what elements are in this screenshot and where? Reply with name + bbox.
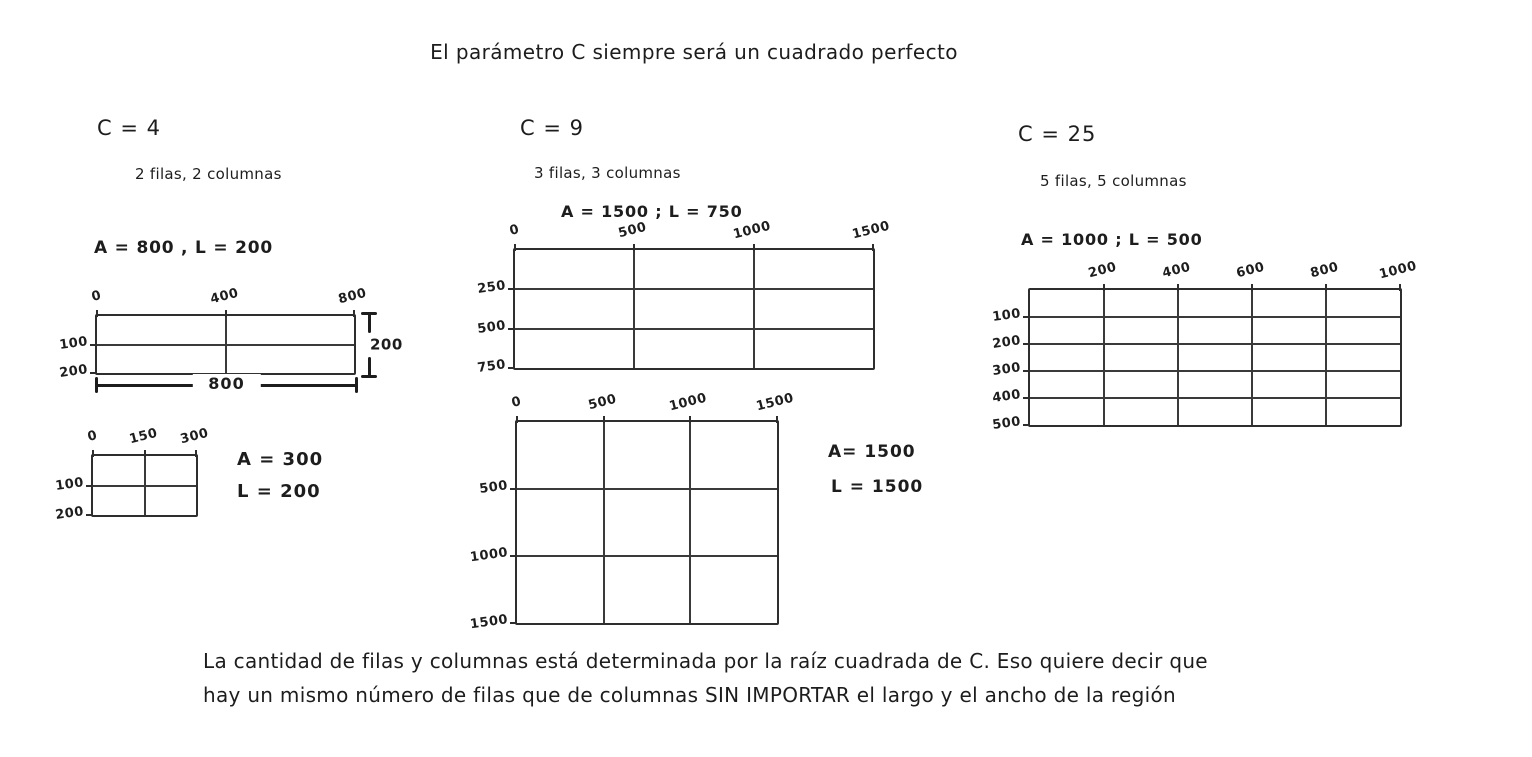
x-tick-label: 1500 — [850, 218, 892, 243]
y-tick-mark — [510, 555, 517, 557]
x-tick-label: 0 — [510, 394, 523, 411]
x-tick-mark — [1399, 284, 1401, 291]
c4-grid-800x200 — [58, 285, 369, 382]
y-tick-label: 250 — [476, 278, 507, 298]
grid-vline — [1325, 290, 1327, 425]
y-tick-mark — [1023, 343, 1030, 345]
grid-hline — [517, 555, 777, 557]
grid-vline — [1103, 290, 1105, 425]
grid-hline — [517, 488, 777, 490]
x-tick-label: 150 — [127, 425, 159, 448]
y-tick-label: 200 — [991, 333, 1022, 353]
x-tick-mark — [872, 244, 874, 251]
c4-height-bracket-label: 200 — [370, 335, 403, 354]
y-tick-mark — [510, 488, 517, 490]
y-tick-label: 1500 — [469, 612, 510, 633]
x-tick-mark — [1177, 284, 1179, 291]
x-tick-mark — [96, 310, 98, 317]
x-tick-mark — [1325, 284, 1327, 291]
bracket-cap-bottom — [361, 375, 377, 378]
bracket-line — [368, 312, 371, 333]
x-tick-label: 1500 — [754, 390, 796, 415]
x-tick-label: 1000 — [668, 390, 709, 415]
x-tick-label: 200 — [1086, 259, 1119, 282]
footer-line-2: hay un mismo número de filas que de columnas SIN IMPORTAR el largo y el ancho de la región — [203, 683, 1176, 707]
c25-grid-1000x500 — [991, 258, 1419, 434]
grid-hline — [1030, 397, 1400, 399]
c9-grid-1500x1500 — [469, 390, 796, 633]
y-tick-mark — [508, 328, 515, 330]
x-tick-mark — [514, 244, 516, 251]
grid-vline — [689, 422, 691, 623]
c4-width-bracket — [95, 373, 358, 393]
y-tick-mark — [86, 485, 93, 487]
y-tick-mark — [508, 288, 515, 290]
x-tick-label: 1000 — [1377, 258, 1419, 283]
x-tick-label: 600 — [1234, 259, 1267, 282]
y-tick-mark — [1023, 370, 1030, 372]
y-tick-mark — [90, 344, 97, 346]
x-tick-mark — [353, 310, 355, 317]
c4-subheading: 2 filas, 2 columnas — [135, 165, 282, 183]
c9-grid2-area-label: A= 1500 — [828, 442, 916, 462]
x-tick-label: 800 — [1308, 259, 1341, 282]
y-tick-label: 200 — [54, 504, 85, 524]
grid-vline — [753, 250, 755, 368]
grid-hline — [515, 288, 873, 290]
x-tick-mark — [516, 416, 518, 423]
x-tick-mark — [689, 416, 691, 423]
y-tick-label: 100 — [58, 333, 89, 353]
x-tick-label: 400 — [1160, 259, 1193, 282]
c9-grid-1500x750 — [476, 218, 892, 377]
c4-grid-300x200 — [54, 425, 211, 524]
grid-hline — [93, 485, 196, 487]
y-tick-label: 1000 — [469, 545, 510, 566]
footer-line-1: La cantidad de filas y columnas está determinada por la raíz cuadrada de C. Eso quiere decir que — [203, 649, 1208, 673]
grid-hline — [1030, 370, 1400, 372]
grid-hline — [515, 328, 873, 330]
c9-heading: C = 9 — [520, 116, 584, 140]
x-tick-mark — [633, 244, 635, 251]
y-tick-label: 100 — [991, 306, 1022, 326]
c4-grid2-length-label: L = 200 — [237, 481, 321, 502]
y-tick-mark — [1023, 397, 1030, 399]
y-tick-mark — [508, 367, 515, 369]
x-tick-label: 300 — [178, 425, 211, 448]
y-tick-mark — [90, 372, 97, 374]
x-tick-label: 0 — [508, 222, 521, 239]
x-tick-label: 500 — [586, 391, 618, 414]
y-tick-label: 500 — [476, 317, 507, 337]
c4-heading: C = 4 — [97, 116, 161, 140]
y-tick-mark — [510, 622, 517, 624]
y-tick-label: 500 — [478, 478, 509, 498]
x-tick-mark — [603, 416, 605, 423]
grid-vline — [633, 250, 635, 368]
c4-width-bracket-label: 800 — [192, 374, 260, 393]
y-tick-mark — [1023, 316, 1030, 318]
grid-hline — [1030, 343, 1400, 345]
c4-params-label: A = 800 , L = 200 — [94, 238, 274, 258]
x-tick-label: 400 — [208, 285, 240, 308]
bracket-cap-right — [355, 377, 358, 393]
footer-note — [203, 644, 1208, 712]
x-tick-label: 0 — [86, 428, 99, 445]
x-tick-mark — [195, 450, 197, 457]
x-tick-label: 500 — [617, 219, 649, 242]
x-tick-mark — [753, 244, 755, 251]
c4-grid2-area-label: A = 300 — [237, 449, 324, 470]
y-tick-label: 300 — [991, 360, 1022, 380]
y-tick-label: 750 — [476, 357, 507, 377]
figure-title: El parámetro C siempre será un cuadrado perfecto — [430, 40, 958, 64]
grid-hline — [1030, 316, 1400, 318]
c9-grid2-length-label: L = 1500 — [831, 477, 924, 497]
c25-subheading: 5 filas, 5 columnas — [1040, 172, 1187, 190]
x-tick-mark — [225, 310, 227, 317]
c25-heading: C = 25 — [1018, 122, 1097, 146]
x-tick-mark — [1103, 284, 1105, 291]
x-tick-label: 800 — [336, 285, 369, 308]
c25-params-label: A = 1000 ; L = 500 — [1021, 230, 1203, 249]
grid-hline — [97, 344, 354, 346]
x-tick-mark — [92, 450, 94, 457]
y-tick-label: 200 — [58, 362, 89, 382]
y-tick-mark — [86, 514, 93, 516]
c9-params-label: A = 1500 ; L = 750 — [561, 202, 743, 221]
x-tick-label: 0 — [90, 288, 103, 305]
y-tick-label: 500 — [991, 414, 1022, 434]
c4-height-bracket — [361, 312, 403, 378]
x-tick-mark — [776, 416, 778, 423]
c9-subheading: 3 filas, 3 columnas — [534, 164, 681, 182]
x-tick-mark — [144, 450, 146, 457]
x-tick-mark — [1251, 284, 1253, 291]
grid-vline — [1177, 290, 1179, 425]
y-tick-label: 100 — [54, 474, 85, 494]
grid-vline — [1251, 290, 1253, 425]
grid-vline — [603, 422, 605, 623]
y-tick-mark — [1023, 424, 1030, 426]
x-tick-label: 1000 — [731, 218, 773, 243]
y-tick-label: 400 — [991, 387, 1022, 407]
bracket-cap-left — [95, 377, 98, 393]
